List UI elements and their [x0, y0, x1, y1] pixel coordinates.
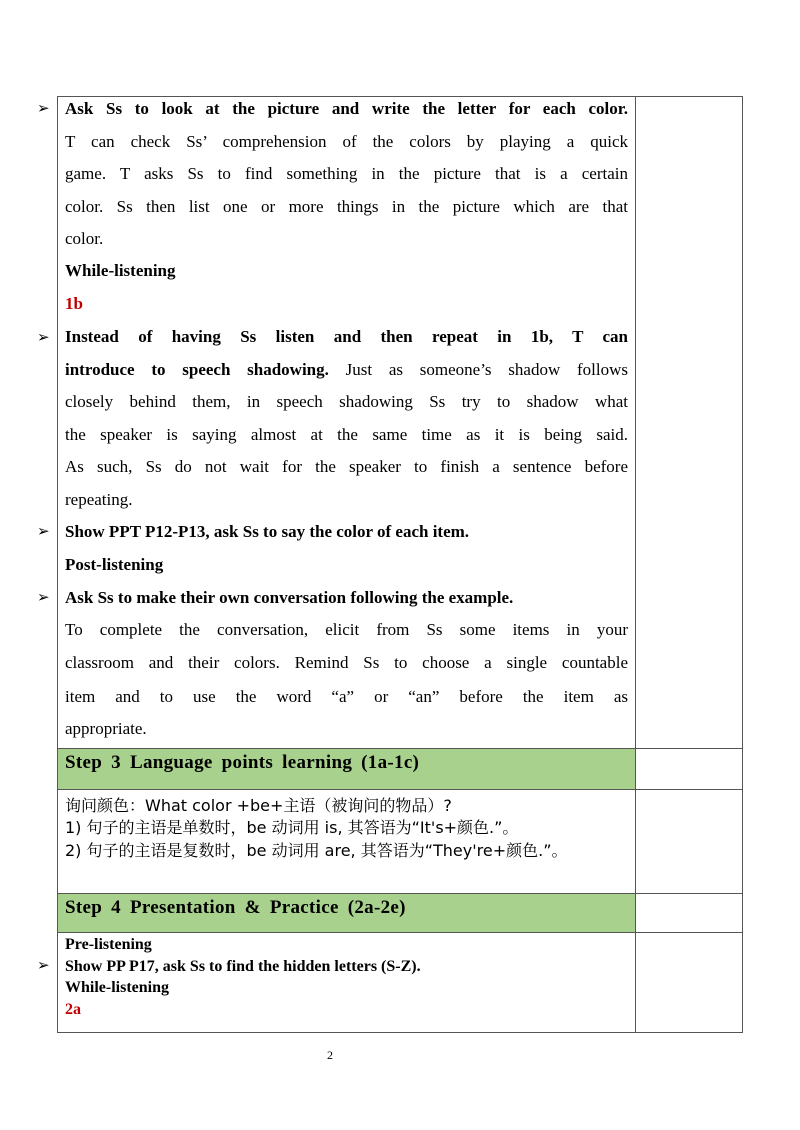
- activity-code-2a: 2a: [65, 1001, 81, 1018]
- procedure-line: repeating.: [65, 490, 133, 509]
- procedure-line: [65, 359, 628, 381]
- procedure-line: To complete the conversation, elicit from Ss some items in your: [65, 620, 628, 639]
- section-label-while-listening: While-listening: [65, 261, 176, 280]
- procedure-line-bold-part: introduce to speech shadowing.: [65, 360, 329, 379]
- procedure-line: the speaker is saying almost at the same time as it is being said.: [65, 425, 628, 444]
- page-number: 2: [327, 1048, 333, 1062]
- row-divider: [57, 932, 743, 933]
- procedure-line: T can check Ss’ comprehension of the colors by playing a quick: [65, 132, 628, 151]
- row-divider: [57, 893, 743, 894]
- procedure-line: game. T asks Ss to find something in the picture that is a certain: [65, 164, 628, 183]
- section-label-post-listening: Post-listening: [65, 555, 164, 574]
- procedure-line: Show PPT P12-P13, ask Ss to say the color of each item.: [65, 522, 470, 541]
- procedure-line: As such, Ss do not wait for the speaker to finish a sentence before: [65, 457, 628, 476]
- procedure-line: Show PP P17, ask Ss to find the hidden letters (S-Z).: [65, 958, 421, 975]
- step4-title: Step 4 Presentation & Practice (2a-2e): [65, 897, 406, 918]
- bullet-arrow-icon: ➢: [37, 588, 50, 606]
- procedure-line: item and to use the word “a” or “an” before the item as: [65, 687, 628, 706]
- procedure-line: color.: [65, 229, 104, 248]
- procedure-line: Ask Ss to make their own conversation following the example.: [65, 588, 514, 607]
- section-label-pre-listening: Pre-listening: [65, 936, 152, 953]
- procedure-line: color. Ss then list one or more things in the picture which are that: [65, 197, 628, 216]
- bullet-arrow-icon: ➢: [37, 522, 50, 540]
- language-point: 1) 句子的主语是单数时，be 动词用 is, 其答语为“It's+颜色.”。: [65, 818, 519, 837]
- procedure-line: classroom and their colors. Remind Ss to choose a single countable: [65, 653, 628, 672]
- bullet-arrow-icon: ➢: [37, 99, 50, 117]
- row-divider: [57, 748, 743, 749]
- row-divider: [57, 789, 743, 790]
- language-point: 2) 句子的主语是复数时，be 动词用 are, 其答语为“They're+颜色.”。: [65, 841, 568, 860]
- activity-code-1b: 1b: [65, 294, 83, 313]
- procedure-line: closely behind them, in speech shadowing Ss try to shadow what: [65, 392, 628, 411]
- procedure-line: Instead of having Ss listen and then repeat in 1b, T can: [65, 327, 628, 346]
- step3-title: Step 3 Language points learning (1a-1c): [65, 752, 420, 773]
- procedure-line-rest: Just as someone’s shadow follows: [328, 360, 628, 379]
- procedure-line: Ask Ss to look at the picture and write the letter for each color.: [65, 99, 628, 118]
- language-point: 询问颜色：What color +be+主语（被询问的物品）?: [65, 796, 452, 815]
- procedure-line: appropriate.: [65, 719, 147, 738]
- bullet-arrow-icon: ➢: [37, 956, 50, 974]
- section-label-while-listening: While-listening: [65, 979, 170, 996]
- bullet-arrow-icon: ➢: [37, 328, 50, 346]
